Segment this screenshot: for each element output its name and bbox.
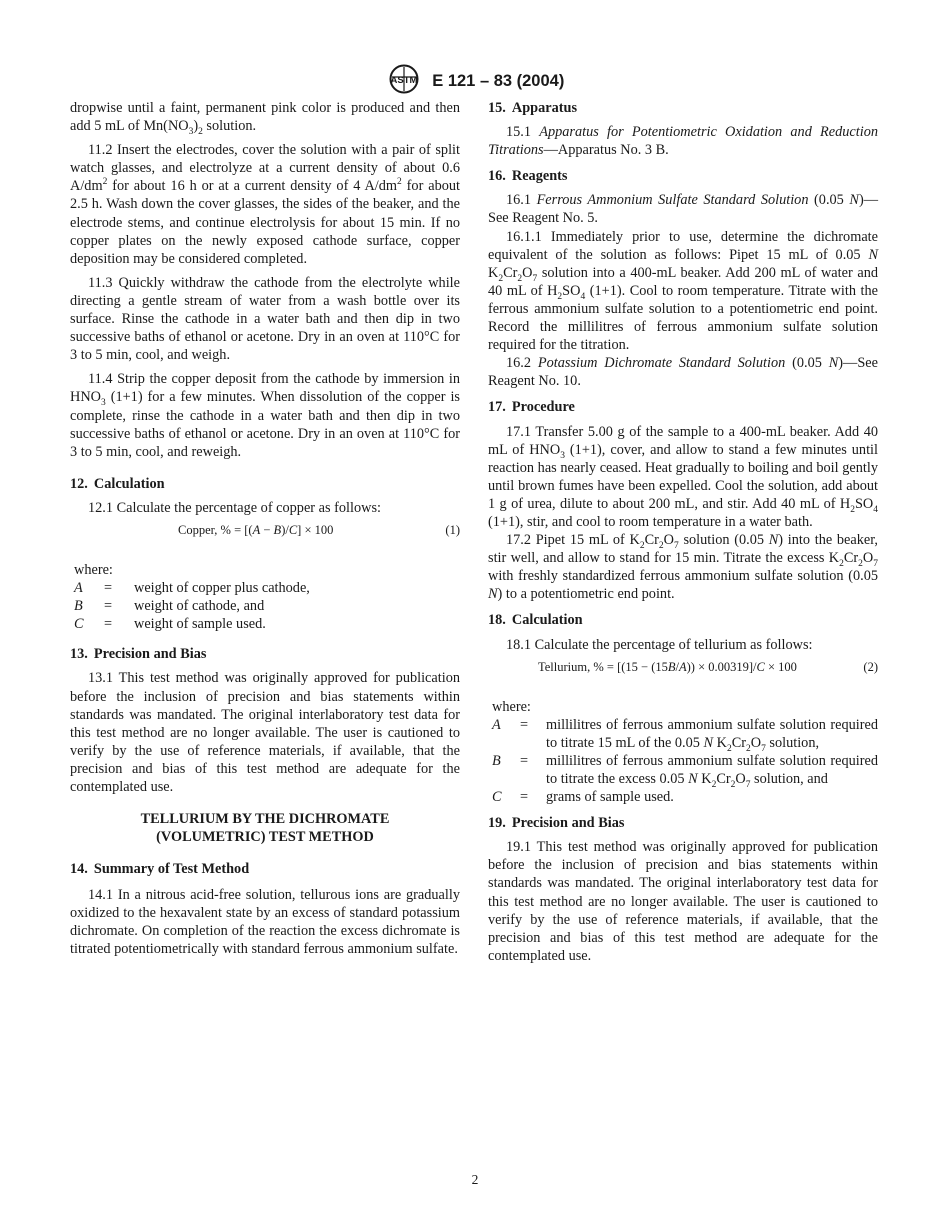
section-14-heading: 14. Summary of Test Method	[70, 861, 250, 878]
paragraph-12-1: 12.1 Calculate the percentage of copper as follows:	[88, 499, 381, 516]
paragraph-11-3: 11.3 Quickly withdraw the cathode from the electrolyte while directing a gentle stream of water from a wash bottle over its surface. Rinse the cathode in a water bath and then dip in two successive baths of ethanol or acetone. Dry in an oven at 110°C for 3 to 5 min, cool, and weigh.	[70, 274, 460, 364]
paragraph-13-1: 13.1 This test method was originally approved for publication before the inclusion of precision and bias statements within standards was mandated. The original interlaboratory test data for this test method are no longer available. The user is cautioned to verify by the use of reference materials, if available, that the precision and bias of this test method are adequate for the contemplated use.	[70, 670, 460, 795]
where-block: where: A = millilitres of ferrous ammonium sulfate solution required to titrate 15 mL of the 0.05 N $K_2Cr_2O_7$ solution, B = millilitres of ferrous ammonium sulfate solution required to titrate the excess 0.05 N $K_2Cr_2O_7$ solution, and C = grams of sample used.	[488, 698, 878, 807]
where-item: C = grams of sample used.	[492, 789, 674, 806]
equation-1: Copper, % = [(A − B)/C] × 100 (1)	[178, 522, 460, 537]
section-19-heading: 19. Precision and Bias	[488, 815, 625, 832]
page-header	[0, 64, 950, 99]
left-column	[70, 99, 460, 959]
document-designation: E 121 – 83 (2004)	[432, 72, 565, 90]
where-item: A = weight of copper plus cathode,	[74, 580, 310, 597]
paragraph-17-1: 17.1 Transfer 5.00 g of the sample to a 400-mL beaker. Add 40 mL of $HNO_3$ (1+1), cover, and allow to stand a few minutes until reaction has nearly ceased. Heat gradually to boiling and boil gently until brown fumes have been expelled. Cool the solution, add about 1 g of urea, dilute to about 200 mL, and stir. Add 40 mL of $H_2SO_4$ (1+1), stir, and cool to room temperature in a water bath.	[488, 423, 878, 530]
paragraph-continued: dropwise until a faint, permanent pink color is produced and then add 5 mL of $Mn(NO_3)_2$ solution.	[70, 100, 460, 137]
paragraph-11-2: 11.2 Insert the electrodes, cover the solution with a pair of split watch glasses, and electrolyze at a current density of about 0.6 $A/dm^2$ for about 16 h or at a current density of 4 $A/dm^2$ for about 2.5 h. Wash down the cover glasses, the sides of the beaker, and the electrode stems, and continue electrolysis for about 15 min. If no copper plates on the newly exposed cathode surface, copper deposition may be considered completed.	[70, 142, 460, 267]
method-title: TELLURIUM BY THE DICHROMATE (VOLUMETRIC) TEST METHOD	[140, 811, 390, 846]
where-block: where: A = weight of copper plus cathode, B = weight of cathode, and C = weight of sample used.	[70, 561, 460, 633]
where-item: B = millilitres of ferrous ammonium sulfate solution required to titrate the excess 0.05 N $K_2Cr_2O_7$ solution, and	[492, 752, 878, 790]
paragraph-16-1-1: 16.1.1 Immediately prior to use, determine the dichromate equivalent of the solution as follows: Pipet 15 mL of 0.05 N $K_2Cr_2O_7$ solution into a 400-mL beaker. Add 200 mL of water and 40 mL of $H_2SO_4$ (1+1). Cool to room temperature. Titrate with the ferrous ammonium sulfate solution to a potentiometric end point. Record the millilitres of ferrous ammonium sulfate solution required for the titration.	[488, 228, 879, 354]
paragraph-18-1: 18.1 Calculate the percentage of tellurium as follows:	[506, 636, 813, 653]
paragraph-19-1: 19.1 This test method was originally approved for publication before the inclusion of precision and bias statements within standards was mandated. The original interlaboratory test data for this test method are no longer available. The user is cautioned to verify by the use of reference materials, if available, that the precision and bias of this test method are adequate for the contemplated use.	[488, 839, 878, 964]
paragraph-15-1: 15.1 Apparatus for Potentiometric Oxidation and Reduction Titrations—Apparatus No. 3 B.	[488, 124, 879, 159]
right-column	[488, 99, 878, 965]
astm-logo-icon	[386, 64, 422, 99]
paragraph-11-4: 11.4 Strip the copper deposit from the cathode by immersion in $HNO_3$ (1+1) for a few minutes. When dissolution of the copper is complete, rinse the cathode in a water bath and then dip in two successive baths of ethanol or acetone. Dry in an oven at 110°C for 3 to 5 min, cool, and reweigh.	[70, 371, 460, 460]
paragraph-16-2: 16.2 Potassium Dichromate Standard Solution (0.05 N)—See Reagent No. 10.	[488, 355, 878, 390]
where-item: A = millilitres of ferrous ammonium sulfate solution required to titrate 15 mL of the 0.05 N $K_2Cr_2O_7$ solution,	[492, 716, 878, 754]
equation-2: Tellurium, % = [(15 − (15B/A)) × 0.00319]/C × 100 (2)	[538, 659, 878, 674]
paragraph-16-1: 16.1 Ferrous Ammonium Sulfate Standard Solution (0.05 N)—See Reagent No. 5.	[488, 192, 878, 227]
section-12-heading: 12. Calculation	[70, 475, 165, 492]
section-15-heading: 15. Apparatus	[488, 100, 578, 116]
where-item: B = weight of cathode, and	[74, 598, 265, 615]
where-item: C = weight of sample used.	[74, 616, 266, 633]
section-17-heading: 17. Procedure	[488, 399, 575, 416]
section-18-heading: 18. Calculation	[488, 612, 583, 629]
section-16-heading: 16. Reagents	[488, 168, 568, 185]
svg-text:ASTM: ASTM	[390, 75, 418, 86]
page-number: 2	[471, 1172, 479, 1187]
paragraph-17-2: 17.2 Pipet 15 mL of $K_2Cr_2O_7$ solution (0.05 N) into the beaker, stir well, and allow to stand for 15 min. Titrate the excess $K_2Cr_2O_7$ with freshly standardized ferrous ammonium sulfate solution (0.05 N) to a potentiometric end point.	[488, 532, 879, 603]
section-13-heading: 13. Precision and Bias	[70, 646, 207, 663]
paragraph-14-1: 14.1 In a nitrous acid-free solution, tellurous ions are gradually oxidized to the hexavalent state by an excess of standard potassium dichromate. On completion of the reaction the excess dichromate is titrated potentiometrically with standard ferrous ammonium sulfate.	[70, 887, 460, 958]
